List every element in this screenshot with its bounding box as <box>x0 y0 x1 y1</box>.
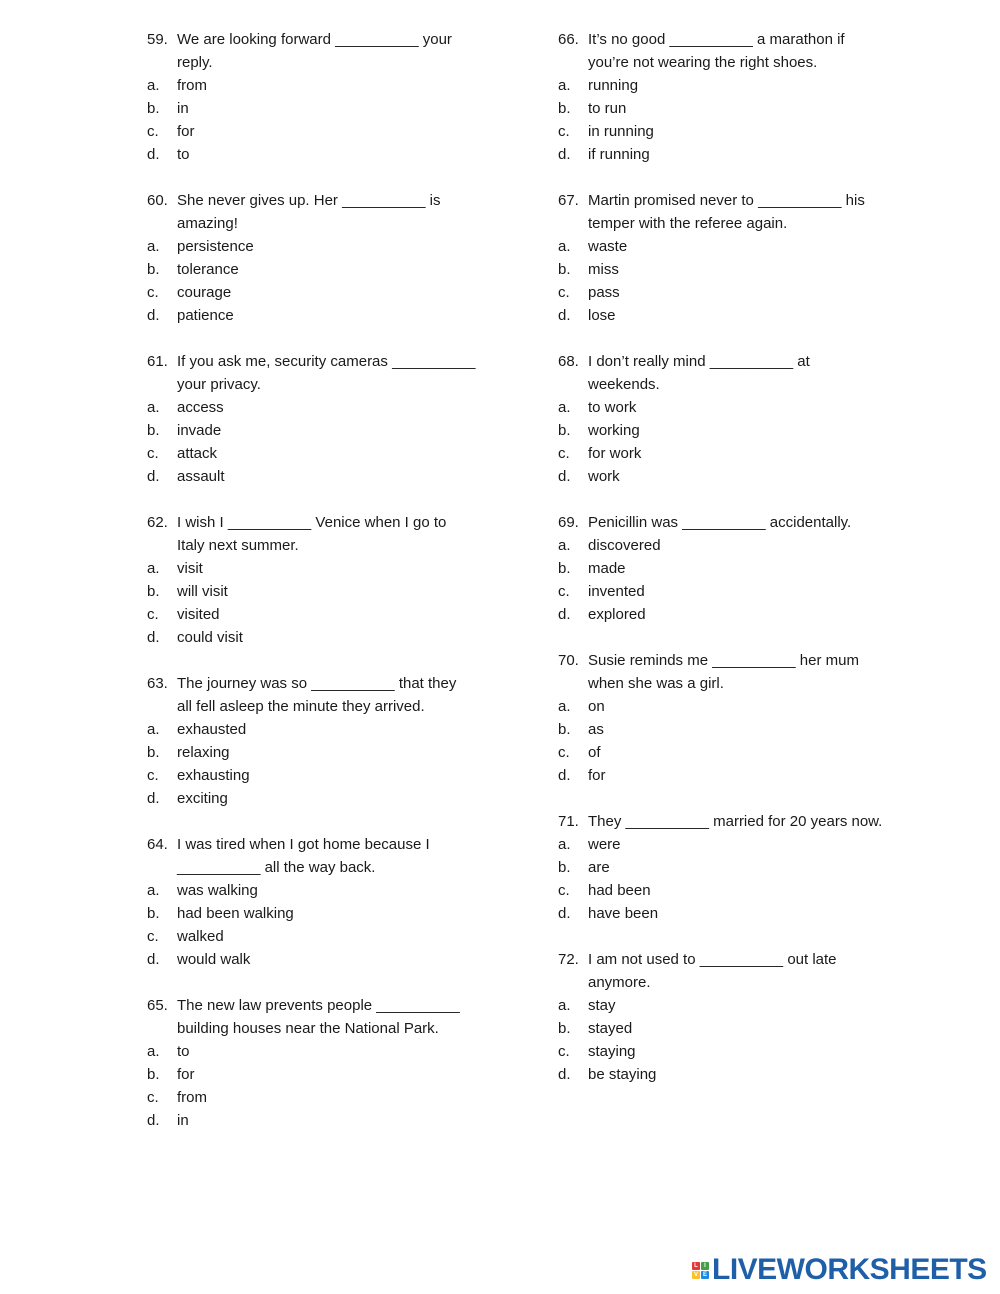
question-number <box>147 695 177 718</box>
option-text: from <box>177 1089 207 1106</box>
answer-option[interactable] <box>558 97 903 120</box>
answer-option[interactable] <box>147 787 487 810</box>
answer-option[interactable] <box>558 304 903 327</box>
answer-option[interactable] <box>558 1040 903 1063</box>
question-text-line <box>147 833 487 856</box>
answer-option[interactable] <box>147 258 487 281</box>
option-letter: a. <box>558 537 571 554</box>
answer-option[interactable] <box>558 557 903 580</box>
question-text: you’re not wearing the right shoes. <box>588 54 818 71</box>
option-letter: d. <box>147 307 160 324</box>
question-67 <box>558 189 903 327</box>
question-text-line <box>558 350 903 373</box>
answer-option[interactable] <box>147 879 487 902</box>
option-letter: b. <box>147 905 160 922</box>
option-letter: c. <box>558 882 570 899</box>
option-text: visited <box>177 606 220 623</box>
option-text: had been <box>588 882 651 899</box>
option-letter: b. <box>558 721 571 738</box>
answer-option[interactable] <box>558 235 903 258</box>
question-text: temper with the referee again. <box>588 215 788 232</box>
option-text: could visit <box>177 629 243 646</box>
option-letter: c. <box>558 583 570 600</box>
question-text: I wish I __________ Venice when I go to <box>177 514 447 531</box>
option-text: access <box>177 399 224 416</box>
option-text: were <box>588 836 621 853</box>
question-text: all fell asleep the minute they arrived. <box>177 698 425 715</box>
question-number <box>558 971 588 994</box>
question-number: 60. <box>147 192 168 209</box>
question-number <box>147 212 177 235</box>
option-text: pass <box>588 284 620 301</box>
question-number: 65. <box>147 997 168 1014</box>
answer-option[interactable] <box>558 856 903 879</box>
answer-option[interactable] <box>558 833 903 856</box>
answer-option[interactable] <box>558 580 903 603</box>
option-letter: b. <box>558 560 571 577</box>
option-letter: a. <box>558 77 571 94</box>
question-text: I am not used to __________ out late <box>588 951 837 968</box>
logo-tile-e: E <box>702 1271 707 1278</box>
question-70 <box>558 649 903 787</box>
option-text: assault <box>177 468 225 485</box>
answer-option[interactable] <box>558 74 903 97</box>
option-letter: d. <box>558 307 571 324</box>
option-letter: b. <box>558 422 571 439</box>
answer-option[interactable] <box>558 419 903 442</box>
option-letter: a. <box>558 836 571 853</box>
option-text: lose <box>588 307 616 324</box>
answer-option[interactable] <box>558 258 903 281</box>
option-letter: c. <box>558 123 570 140</box>
option-letter: d. <box>147 1112 160 1129</box>
option-text: explored <box>588 606 646 623</box>
question-66 <box>558 28 903 166</box>
option-text: patience <box>177 307 234 324</box>
answer-option[interactable] <box>147 304 487 327</box>
question-64 <box>147 833 487 971</box>
logo-tile-i: I <box>701 1262 709 1270</box>
question-text-line <box>147 534 487 557</box>
option-letter: a. <box>558 997 571 1014</box>
option-text: stayed <box>588 1020 633 1037</box>
question-number: 71. <box>558 813 579 830</box>
question-text-line <box>558 51 903 74</box>
option-text: exhausting <box>177 767 250 784</box>
answer-option[interactable] <box>558 994 903 1017</box>
question-text: Martin promised never to __________ his <box>588 192 865 209</box>
option-text: will visit <box>177 583 228 600</box>
question-text: __________ all the way back. <box>177 859 376 876</box>
question-number <box>147 373 177 396</box>
question-text-line <box>558 649 903 672</box>
option-text: visit <box>177 560 203 577</box>
question-text: your privacy. <box>177 376 261 393</box>
option-text: walked <box>177 928 224 945</box>
answer-option[interactable] <box>558 281 903 304</box>
option-letter: d. <box>147 951 160 968</box>
option-text: for work <box>588 445 642 462</box>
question-68 <box>558 350 903 488</box>
question-text-line <box>558 373 903 396</box>
option-letter: d. <box>147 790 160 807</box>
question-text: building houses near the National Park. <box>177 1020 439 1037</box>
liveworksheets-wordmark: LIVEWORKSHEETS <box>712 1253 987 1286</box>
question-text-line <box>558 948 903 971</box>
option-text: in <box>177 1112 189 1129</box>
answer-option[interactable] <box>147 626 487 649</box>
question-number: 64. <box>147 836 168 853</box>
question-59 <box>147 28 487 166</box>
option-text: stay <box>588 997 616 1014</box>
option-text: for <box>588 767 606 784</box>
option-text: relaxing <box>177 744 230 761</box>
question-number <box>147 51 177 74</box>
answer-option[interactable] <box>558 534 903 557</box>
answer-option[interactable] <box>147 925 487 948</box>
option-text: of <box>588 744 601 761</box>
option-letter: a. <box>147 882 160 899</box>
question-text-line <box>147 994 487 1017</box>
option-letter: b. <box>147 261 160 278</box>
question-number <box>558 51 588 74</box>
answer-option[interactable] <box>558 741 903 764</box>
question-text-line <box>147 51 487 74</box>
question-text-line <box>558 511 903 534</box>
question-text: amazing! <box>177 215 238 232</box>
answer-option[interactable] <box>147 143 487 166</box>
question-number: 70. <box>558 652 579 669</box>
option-text: work <box>588 468 620 485</box>
question-text-line <box>558 28 903 51</box>
option-text: as <box>588 721 604 738</box>
question-number: 59. <box>147 31 168 48</box>
answer-option[interactable] <box>147 902 487 925</box>
answer-option[interactable] <box>558 120 903 143</box>
answer-option[interactable] <box>558 603 903 626</box>
question-number <box>558 672 588 695</box>
option-letter: d. <box>558 468 571 485</box>
answer-option[interactable] <box>147 1086 487 1109</box>
question-text-line <box>147 350 487 373</box>
answer-option[interactable] <box>147 281 487 304</box>
answer-option[interactable] <box>558 764 903 787</box>
answer-option[interactable] <box>147 97 487 120</box>
question-number: 66. <box>558 31 579 48</box>
option-letter: c. <box>558 445 570 462</box>
option-letter: d. <box>558 767 571 784</box>
option-text: exciting <box>177 790 228 807</box>
option-text: courage <box>177 284 232 301</box>
answer-option[interactable] <box>558 442 903 465</box>
option-text: to <box>177 1043 190 1060</box>
option-letter: a. <box>147 77 160 94</box>
option-letter: c. <box>147 606 159 623</box>
question-72 <box>558 948 903 1086</box>
answer-option[interactable] <box>558 1017 903 1040</box>
option-letter: b. <box>147 744 160 761</box>
option-text: working <box>588 422 640 439</box>
question-text: The new law prevents people __________ <box>177 997 460 1014</box>
question-text: weekends. <box>588 376 660 393</box>
option-letter: d. <box>147 468 160 485</box>
question-number: 69. <box>558 514 579 531</box>
answer-option[interactable] <box>147 442 487 465</box>
question-text: anymore. <box>588 974 651 991</box>
question-text: If you ask me, security cameras __________ <box>177 353 476 370</box>
option-text: have been <box>588 905 659 922</box>
question-number: 63. <box>147 675 168 692</box>
option-letter: d. <box>558 606 571 623</box>
question-text-line <box>147 511 487 534</box>
option-text: had been walking <box>177 905 294 922</box>
option-letter: b. <box>558 859 571 876</box>
question-text: I don’t really mind __________ at <box>588 353 810 370</box>
question-65 <box>147 994 487 1132</box>
answer-option[interactable] <box>147 741 487 764</box>
option-text: invented <box>588 583 645 600</box>
question-text: Italy next summer. <box>177 537 299 554</box>
questions-column-right <box>558 28 903 1109</box>
question-text-line <box>147 672 487 695</box>
option-text: are <box>588 859 610 876</box>
question-text: Penicillin was __________ accidentally. <box>588 514 852 531</box>
option-text: for <box>177 123 195 140</box>
questions-column-left <box>147 28 487 1155</box>
option-text: to run <box>588 100 627 117</box>
option-letter: d. <box>147 146 160 163</box>
answer-option[interactable] <box>147 948 487 971</box>
liveworksheets-logo-icon <box>692 1262 709 1279</box>
question-number <box>147 1017 177 1040</box>
answer-option[interactable] <box>147 74 487 97</box>
answer-option[interactable] <box>147 1040 487 1063</box>
option-letter: b. <box>147 1066 160 1083</box>
answer-option[interactable] <box>147 580 487 603</box>
answer-option[interactable] <box>147 235 487 258</box>
question-text: Susie reminds me __________ her mum <box>588 652 859 669</box>
option-text: in <box>177 100 189 117</box>
option-letter: b. <box>147 422 160 439</box>
option-text: tolerance <box>177 261 239 278</box>
question-text-line <box>558 810 903 833</box>
option-letter: a. <box>558 238 571 255</box>
question-text-line <box>147 1017 487 1040</box>
question-text-line <box>558 672 903 695</box>
answer-option[interactable] <box>147 764 487 787</box>
answer-option[interactable] <box>147 557 487 580</box>
answer-option[interactable] <box>147 419 487 442</box>
option-letter: c. <box>147 767 159 784</box>
question-text-line <box>558 212 903 235</box>
option-letter: c. <box>558 1043 570 1060</box>
option-letter: a. <box>147 238 160 255</box>
question-text: We are looking forward __________ your <box>177 31 452 48</box>
answer-option[interactable] <box>147 465 487 488</box>
question-number <box>558 373 588 396</box>
option-letter: c. <box>558 744 570 761</box>
option-text: would walk <box>177 951 251 968</box>
option-text: from <box>177 77 207 94</box>
option-letter: b. <box>558 261 571 278</box>
answer-option[interactable] <box>147 396 487 419</box>
answer-option[interactable] <box>558 718 903 741</box>
question-69 <box>558 511 903 626</box>
question-text-line <box>558 189 903 212</box>
answer-option[interactable] <box>558 143 903 166</box>
question-text: when she was a girl. <box>588 675 724 692</box>
question-text-line <box>147 695 487 718</box>
option-letter: c. <box>147 284 159 301</box>
question-62 <box>147 511 487 649</box>
answer-option[interactable] <box>147 1063 487 1086</box>
answer-option[interactable] <box>558 465 903 488</box>
answer-option[interactable] <box>147 718 487 741</box>
option-letter: a. <box>147 399 160 416</box>
question-60 <box>147 189 487 327</box>
question-text-line <box>558 971 903 994</box>
answer-option[interactable] <box>147 120 487 143</box>
option-letter: b. <box>558 1020 571 1037</box>
question-number: 67. <box>558 192 579 209</box>
option-text: made <box>588 560 626 577</box>
question-71 <box>558 810 903 925</box>
answer-option[interactable] <box>558 695 903 718</box>
question-number <box>147 856 177 879</box>
option-letter: d. <box>558 146 571 163</box>
option-letter: d. <box>147 629 160 646</box>
question-text: It’s no good __________ a marathon if <box>588 31 845 48</box>
option-text: invade <box>177 422 222 439</box>
question-text-line <box>147 189 487 212</box>
option-letter: b. <box>558 100 571 117</box>
question-text-line <box>147 856 487 879</box>
question-number: 61. <box>147 353 168 370</box>
option-letter: b. <box>147 583 160 600</box>
option-text: attack <box>177 445 218 462</box>
option-text: if running <box>588 146 650 163</box>
option-letter: c. <box>147 445 159 462</box>
liveworksheets-logo[interactable] <box>692 1253 987 1287</box>
option-text: for <box>177 1066 195 1083</box>
question-text-line <box>147 212 487 235</box>
logo-tile-l: L <box>692 1262 700 1270</box>
question-number <box>147 534 177 557</box>
answer-option[interactable] <box>558 396 903 419</box>
answer-option[interactable] <box>147 1109 487 1132</box>
option-letter: d. <box>558 905 571 922</box>
option-text: to <box>177 146 190 163</box>
option-letter: a. <box>147 721 160 738</box>
option-text: exhausted <box>177 721 247 738</box>
question-number: 68. <box>558 353 579 370</box>
question-number: 62. <box>147 514 168 531</box>
option-letter: a. <box>147 560 160 577</box>
question-63 <box>147 672 487 810</box>
option-text: discovered <box>588 537 661 554</box>
option-text: persistence <box>177 238 254 255</box>
logo-tile-v: V <box>693 1271 698 1278</box>
question-text: She never gives up. Her __________ is <box>177 192 441 209</box>
question-text: The journey was so __________ that they <box>177 675 457 692</box>
question-number <box>558 212 588 235</box>
option-letter: a. <box>558 698 571 715</box>
option-text: be staying <box>588 1066 657 1083</box>
option-letter: d. <box>558 1066 571 1083</box>
answer-option[interactable] <box>558 1063 903 1086</box>
option-text: running <box>588 77 639 94</box>
option-letter: c. <box>147 123 159 140</box>
question-text-line <box>147 28 487 51</box>
question-text: They __________ married for 20 years now. <box>588 813 883 830</box>
question-text: I was tired when I got home because I <box>177 836 430 853</box>
option-letter: a. <box>558 399 571 416</box>
option-text: on <box>588 698 605 715</box>
answer-option[interactable] <box>147 603 487 626</box>
option-letter: b. <box>147 100 160 117</box>
option-text: miss <box>588 261 619 278</box>
option-letter: c. <box>147 928 159 945</box>
answer-option[interactable] <box>558 879 903 902</box>
question-61 <box>147 350 487 488</box>
question-text: reply. <box>177 54 213 71</box>
question-text-line <box>147 373 487 396</box>
option-letter: c. <box>147 1089 159 1106</box>
option-text: waste <box>588 238 628 255</box>
option-letter: a. <box>147 1043 160 1060</box>
option-text: to work <box>588 399 637 416</box>
question-number: 72. <box>558 951 579 968</box>
answer-option[interactable] <box>558 902 903 925</box>
option-text: staying <box>588 1043 636 1060</box>
option-text: in running <box>588 123 654 140</box>
option-letter: c. <box>558 284 570 301</box>
option-text: was walking <box>177 882 258 899</box>
